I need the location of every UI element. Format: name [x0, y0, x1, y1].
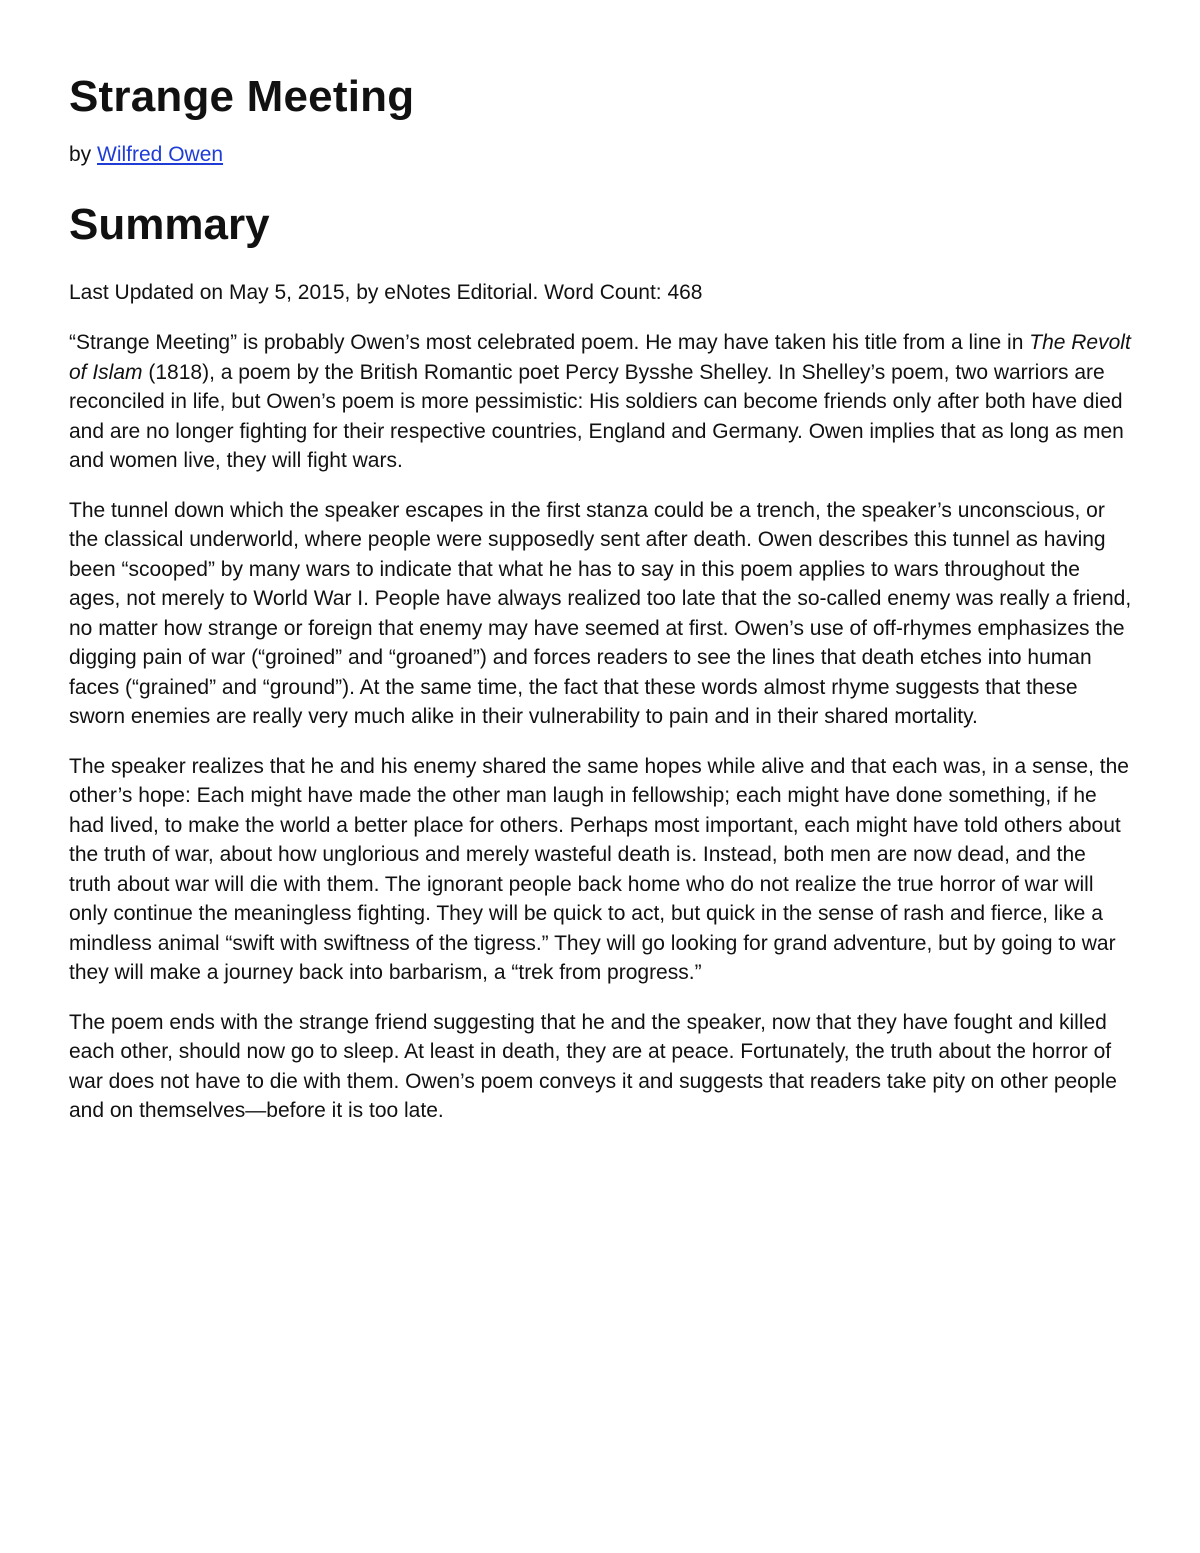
paragraph-1-text-a: “Strange Meeting” is probably Owen’s most celebrated poem. He may have taken his title from a line in	[69, 331, 1030, 354]
section-heading: Summary	[69, 200, 270, 249]
work-title: The Revolt of Islam	[69, 331, 1131, 384]
paragraph-3: The speaker realizes that he and his enemy shared the same hopes while alive and that each was, in a sense, the other’s hope: Each might have made the other man laugh in fellowship; each might have done something, if he had lived, to make the world a better place for others. Perhaps most important, each might have told others about the truth of war, about how unglorious and merely wasteful death is. Instead, both men are now dead, and the truth about war will die with them. The ignorant people back home who do not realize the true horror of war will only continue the meaningless fighting. They will be quick to act, but quick in the sense of rash and fierce, like a mindless animal “swift with swiftness of the tigress.” They will go looking for grand adventure, but by going to war they will make a journey back into barbarism, a “trek from progress.”	[69, 754, 1129, 984]
paragraph-1-text-b: (1818), a poem by the British Romantic poet Percy Bysshe Shelley. In Shelley’s poem, two warriors are reconciled in life, but Owen’s poem is more pessimistic: His soldiers can become friends only after both have died and are no longer fighting for their respective countries, England and Germany. Owen implies that as long as men and women live, they will fight wars.	[69, 360, 1124, 472]
paragraph-4: The poem ends with the strange friend suggesting that he and the speaker, now that they have fought and killed each other, should now go to sleep. At least in death, they are at peace. Fortunately, the truth about the horror of war does not have to die with them. Owen’s poem conveys it and suggests that readers take pity on other people and on themselves—before it is too late.	[69, 1010, 1117, 1122]
author-link[interactable]: Wilfred Owen	[97, 143, 224, 166]
byline	[69, 140, 1132, 170]
page-title: Strange Meeting	[69, 72, 415, 121]
paragraph-1	[69, 328, 1132, 476]
article-meta: Last Updated on May 5, 2015, by eNotes Editorial. Word Count: 468	[69, 281, 703, 304]
article-body	[69, 328, 1132, 1126]
byline-prefix: by	[69, 143, 98, 166]
paragraph-2: The tunnel down which the speaker escapes in the first stanza could be a trench, the speaker’s unconscious, or the classical underworld, where people were supposedly sent after death. Owen describes this tunnel as having been “scooped” by many wars to indicate that what he has to say in this poem applies to wars throughout the ages, not merely to World War I. People have always realized too late that the so-called enemy was really a friend, no matter how strange or foreign that enemy may have seemed at first. Owen’s use of off-rhymes emphasizes the digging pain of war (“groined” and “groaned”) and forces readers to see the lines that death etches into human faces (“grained” and “ground”). At the same time, the fact that these words almost rhyme suggests that these sworn enemies are really very much alike in their vulnerability to pain and in their shared mortality.	[69, 498, 1132, 728]
